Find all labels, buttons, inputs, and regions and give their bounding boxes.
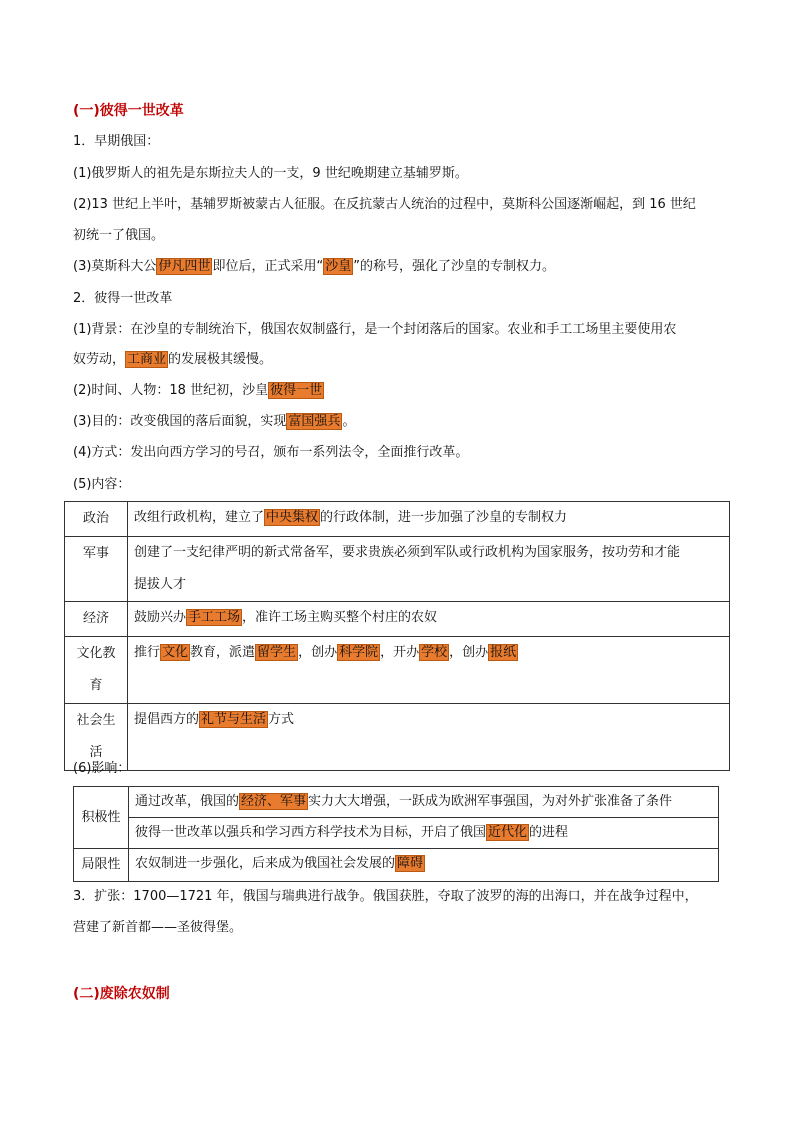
text: (3)莫斯科大公 [73, 259, 157, 274]
text: 奴劳动， [73, 352, 126, 367]
paragraph: 初统一了俄国。 [73, 228, 165, 243]
text: 社会生 [76, 713, 116, 728]
table-cell-description [128, 502, 730, 537]
table-cell-description [129, 849, 719, 882]
text: 教育，派遣 [190, 645, 256, 660]
paragraph [73, 412, 355, 432]
text: 创建了一支纪律严明的新式常备军，要求贵族必须到军队或行政机构为国家服务，按功劳和才能 [134, 545, 681, 560]
text: ，创办 [449, 645, 489, 660]
highlight: 近代化 [488, 825, 528, 840]
section-heading-abolish-serfdom: (二)废除农奴制 [73, 986, 170, 1002]
text: 提倡西方的 [134, 712, 200, 727]
table-cell-category: 积极性 [74, 787, 129, 849]
text: 农奴制进一步强化，后来成为俄国社会发展的 [135, 856, 396, 871]
table-row [65, 704, 730, 771]
table-cell-category: 政治 [65, 502, 128, 537]
text: 的发展极其缓慢。 [168, 352, 273, 367]
text: 。 [342, 414, 356, 429]
text: 推行 [134, 645, 161, 660]
highlight: 留学生 [257, 645, 297, 660]
highlight: 障碍 [397, 856, 424, 871]
text: 的进程 [529, 825, 569, 840]
table-row [74, 849, 719, 882]
table-row [74, 787, 719, 818]
table-cell-category: 经济 [65, 602, 128, 637]
text: 实力大大增强，一跃成为欧洲军事强国，为对外扩张准备了条件 [308, 794, 673, 809]
reform-content-table [64, 501, 730, 771]
table-row [65, 637, 730, 704]
paragraph: 2．彼得一世改革 [73, 291, 173, 306]
highlight: 科学院 [339, 645, 379, 660]
highlight: 中央集权 [266, 510, 319, 525]
text: ，开办 [380, 645, 420, 660]
paragraph [73, 381, 324, 401]
paragraph: (1)背景：在沙皇的专制统治下，俄国农奴制盛行，是一个封闭落后的国家。农业和手工工场里主要使用农 [73, 322, 677, 337]
table-row [65, 502, 730, 537]
paragraph: (2)13 世纪上半叶，基辅罗斯被蒙古人征服。在反抗蒙古人统治的过程中，莫斯科公国逐渐崛起，到 16 世纪 [73, 197, 696, 212]
table-row [74, 818, 719, 849]
text: 通过改革，俄国的 [135, 794, 240, 809]
table-cell-category: 局限性 [74, 849, 129, 882]
paragraph [73, 350, 272, 370]
paragraph: (5)内容： [73, 477, 131, 492]
paragraph: (6)影响： [73, 761, 131, 776]
highlight: 彼得一世 [270, 383, 323, 398]
table-cell-description [128, 704, 730, 771]
text: 彼得一世改革以强兵和学习西方科学技术为目标，开启了俄国 [135, 825, 487, 840]
text: 鼓励兴办 [134, 610, 187, 625]
text: 改组行政机构，建立了 [134, 510, 265, 525]
paragraph: 营建了新首都——圣彼得堡。 [73, 920, 243, 935]
text: ，创办 [298, 645, 338, 660]
table-cell-description [128, 637, 730, 704]
paragraph: (1)俄罗斯人的祖先是东斯拉夫人的一支，9 世纪晚期建立基辅罗斯。 [73, 166, 468, 181]
table-cell-description [128, 537, 730, 602]
text: ，准许工场主购买整个村庄的农奴 [242, 610, 438, 625]
text: 提拔人才 [134, 577, 187, 592]
paragraph: (4)方式：发出向西方学习的号召，颁布一系列法令，全面推行改革。 [73, 445, 469, 460]
table-cell-description [128, 602, 730, 637]
highlight: 工商业 [127, 352, 167, 367]
highlight: 沙皇 [325, 259, 352, 274]
text: ”的称号，强化了沙皇的专制权力。 [353, 259, 555, 274]
highlight: 富国强兵 [288, 414, 341, 429]
table-cell-description [129, 787, 719, 818]
highlight: 报纸 [490, 645, 517, 660]
highlight: 伊凡四世 [158, 259, 211, 274]
text: 文化教 [76, 646, 116, 661]
text: 方式 [268, 712, 295, 727]
table-cell-category [65, 637, 128, 704]
highlight: 学校 [421, 645, 448, 660]
paragraph [73, 257, 555, 277]
table-row [65, 602, 730, 637]
text: 活 [89, 745, 103, 760]
paragraph: 3．扩张：1700—1721 年，俄国与瑞典进行战争。俄国获胜，夺取了波罗的海的出海口，并在战争过程中， [73, 889, 698, 904]
highlight: 礼节与生活 [201, 712, 267, 727]
table-row [65, 537, 730, 602]
text: 的行政体制，进一步加强了沙皇的专制权力 [320, 510, 568, 525]
text: 即位后，正式采用“ [212, 259, 324, 274]
table-cell-category: 军事 [65, 537, 128, 602]
impact-table [73, 786, 719, 882]
text: (2)时间、人物：18 世纪初，沙皇 [73, 383, 269, 398]
highlight: 手工工场 [188, 610, 241, 625]
paragraph: 1．早期俄国： [73, 134, 160, 149]
text: 育 [89, 678, 103, 693]
section-heading-peter-reform: (一)彼得一世改革 [73, 103, 184, 119]
highlight: 经济、军事 [241, 794, 307, 809]
text: (3)目的：改变俄国的落后面貌，实现 [73, 414, 287, 429]
table-cell-description [129, 818, 719, 849]
highlight: 文化 [162, 645, 189, 660]
